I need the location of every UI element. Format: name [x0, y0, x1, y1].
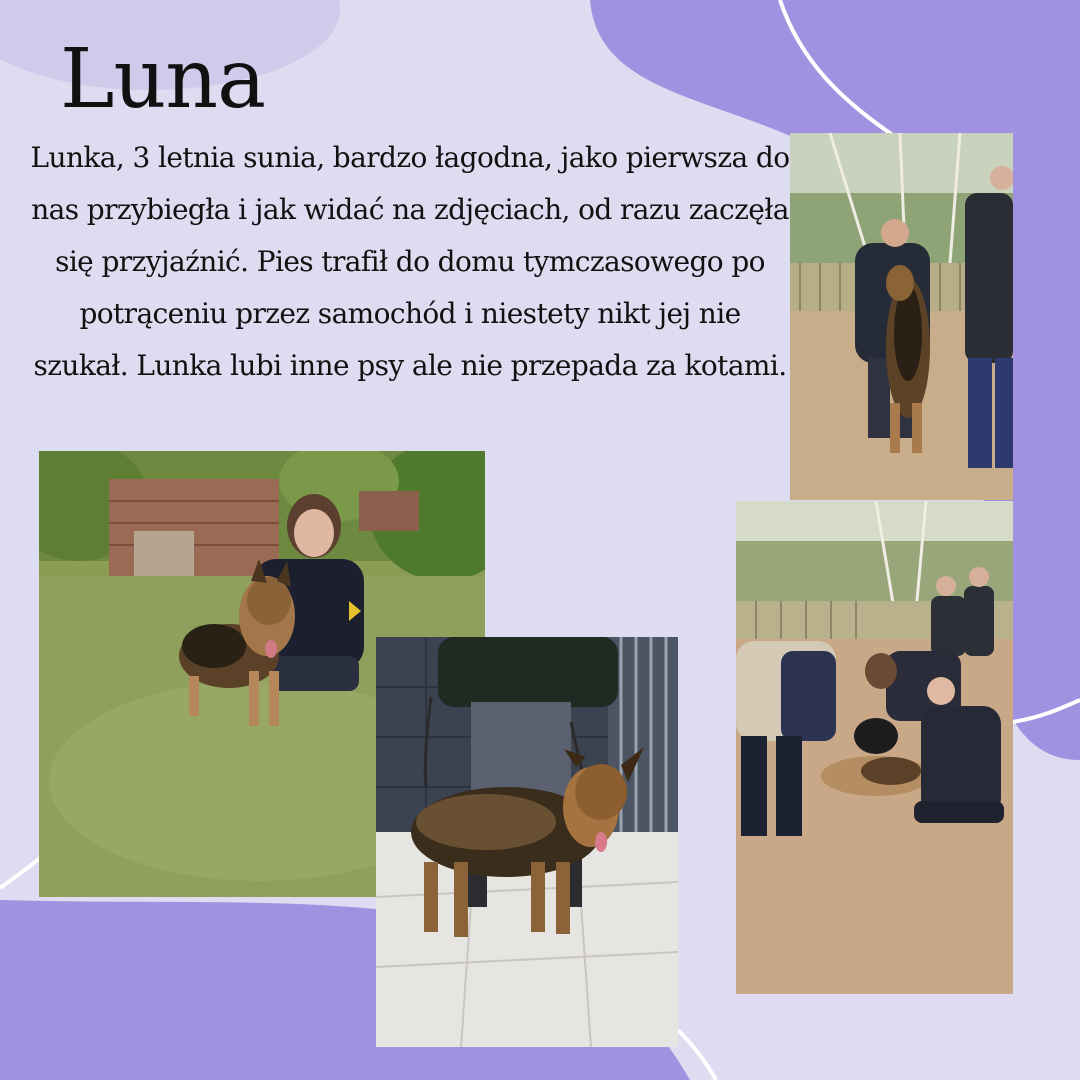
photo-group-petting-dogs [736, 501, 1013, 994]
page-title: Luna [60, 32, 265, 127]
photo-volunteers-standing-dog [790, 133, 1013, 500]
photo-dog-on-leash-indoor [376, 637, 678, 1047]
dog-description: Lunka, 3 letnia sunia, bardzo łagodna, jako pierwsza do nas przybiegła i jak widać na zdjęciach, od razu zaczęła się przyjaźnić. Pies trafił do domu tymczasowego po potrąceniu przez samochód i niestety nikt jej nie szukał. Lunka lubi inne psy ale nie przepada za kotami. [30, 141, 790, 382]
